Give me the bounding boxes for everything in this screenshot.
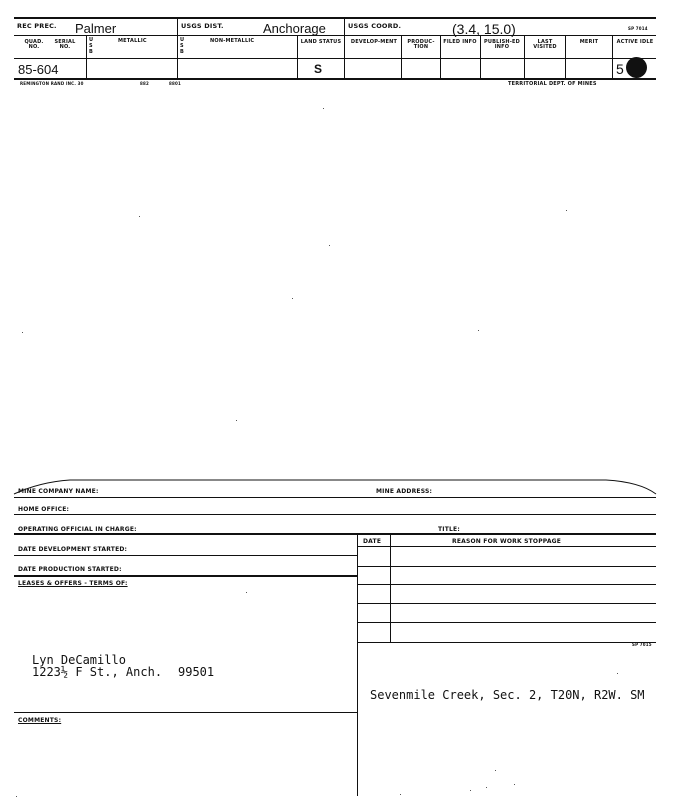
metallic-b: B xyxy=(89,49,94,55)
nonmetallic-u: U xyxy=(180,37,185,43)
footer-left: REMINGTON RAND INC. 30 xyxy=(20,81,84,86)
mine-company-name-label: MINE COMPANY NAME: xyxy=(18,488,99,495)
card-top-curve xyxy=(0,470,678,500)
usgs-dist-value: Anchorage xyxy=(263,21,326,36)
home-office-label: HOME OFFICE: xyxy=(18,506,70,513)
usgs-coord-label: USGS COORD. xyxy=(348,22,402,30)
nonmetallic-s: S xyxy=(180,43,184,49)
quad-no-header: QUAD. NO. xyxy=(24,39,44,50)
usgs-dist-label: USGS DIST. xyxy=(181,22,224,30)
owner-zip: 99501 xyxy=(178,665,215,679)
footer-mid1: 882 xyxy=(140,81,149,86)
active-idle-header: ACTIVE IDLE xyxy=(616,39,654,45)
footer-mid2: 8801 xyxy=(169,81,181,86)
usgs-coord-value: (3.4, 15.0) xyxy=(452,21,516,37)
serial-no-header: SERIAL NO. xyxy=(54,39,76,50)
date-dev-started-label: DATE DEVELOPMENT STARTED: xyxy=(18,546,128,553)
land-status-value: S xyxy=(314,62,323,76)
filed-info-header: FILED INFO xyxy=(443,39,477,45)
location-text: Sevenmile Creek, Sec. 2, T20N, R2W. SM xyxy=(370,688,645,702)
metallic-u: U xyxy=(89,37,94,43)
land-status-header: LAND STATUS xyxy=(300,39,342,45)
operating-official-label: OPERATING OFFICIAL IN CHARGE: xyxy=(18,526,137,533)
metallic-s: S xyxy=(89,43,93,49)
active-idle-mark: 5 xyxy=(616,61,624,77)
comments-label: COMMENTS: xyxy=(18,717,62,724)
last-visited-header: LAST VISITED xyxy=(533,39,557,50)
production-header: PRODUC-TION xyxy=(407,39,435,50)
mine-address-label: MINE ADDRESS: xyxy=(376,488,433,495)
development-header: DEVELOP-MENT xyxy=(350,39,398,45)
punch-hole-dot xyxy=(626,57,647,78)
form-code-bottom: SP 7015 xyxy=(632,642,652,647)
date-prod-started-label: DATE PRODUCTION STARTED: xyxy=(18,566,122,573)
form-code-top: SP 7014 xyxy=(628,26,648,31)
nonmetallic-header: NON-METALLIC xyxy=(210,38,255,44)
reason-header: REASON FOR WORK STOPPAGE xyxy=(452,538,562,545)
date-header: DATE xyxy=(363,538,382,545)
owner-address: 1223½ F St., Anch. xyxy=(32,665,163,679)
footer-right: TERRITORIAL DEPT. OF MINES xyxy=(508,81,597,87)
quad-serial-value: 85-604 xyxy=(18,62,59,77)
published-info-header: PUBLISH-ED INFO xyxy=(483,39,520,50)
nonmetallic-b: B xyxy=(180,49,185,55)
owner-name: Lyn DeCamillo xyxy=(32,653,126,667)
merit-header: MERIT xyxy=(579,39,599,45)
title-label: TITLE: xyxy=(438,526,460,533)
leases-offers-label: LEASES & OFFERS - TERMS OF: xyxy=(18,580,128,587)
rec-prec-value: Palmer xyxy=(75,21,117,36)
rec-prec-label: REC PREC. xyxy=(17,22,57,30)
metallic-header: METALLIC xyxy=(118,38,147,44)
